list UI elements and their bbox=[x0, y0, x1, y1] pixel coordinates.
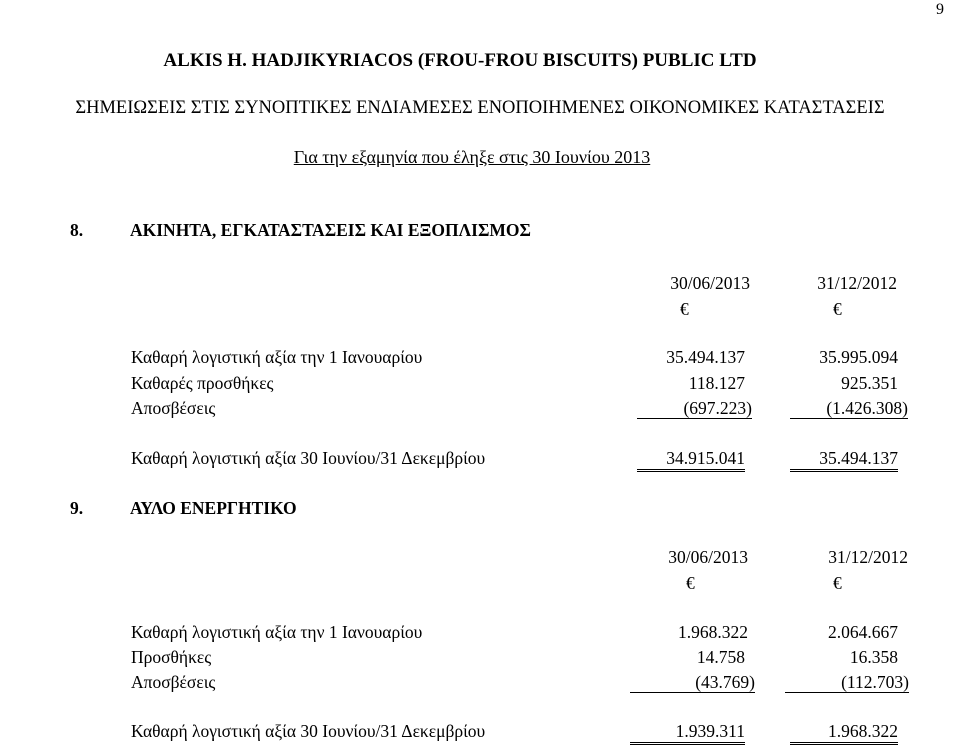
document-title: ΣΗΜΕΙΩΣΕΙΣ ΣΤΙΣ ΣΥΝΟΠΤΙΚΕΣ ΕΝΔΙΑΜΕΣΕΣ ΕΝΟΠΟΙΗΜΕΝΕΣ ΟΙΚΟΝΟΜΙΚΕΣ ΚΑΤΑΣΤΑΣΕΙΣ bbox=[75, 98, 885, 118]
section-9-title: ΑΥΛΟ ΕΝΕΡΓΗΤΙΚΟ bbox=[130, 498, 297, 518]
section-9-row-value-2013: 1.968.322 bbox=[678, 622, 748, 642]
section-8-number: 8. bbox=[70, 220, 84, 240]
section-9-number: 9. bbox=[70, 498, 84, 518]
section-8-row-label: Αποσβέσεις bbox=[131, 398, 216, 418]
section-9-total-value-2012: 1.968.322 bbox=[790, 723, 898, 745]
section-9-total-label: Καθαρή λογιστική αξία 30 Ιουνίου/31 Δεκεμβρίου bbox=[131, 721, 486, 741]
section-9-row-value-2012: 2.064.667 bbox=[828, 622, 898, 642]
section-9-row-label: Αποσβέσεις bbox=[131, 672, 216, 692]
section-8-row-label: Καθαρή λογιστική αξία την 1 Ιανουαρίου bbox=[131, 347, 423, 367]
section-9-total-value-2013: 1.939.311 bbox=[630, 723, 745, 745]
section-8-row-value-2012: (1.426.308) bbox=[790, 400, 908, 419]
section-8-total-value-2012: 35.494.137 bbox=[790, 450, 898, 472]
section-9-header-2013: 30/06/2013 bbox=[668, 547, 748, 567]
section-9-row-label: Καθαρή λογιστική αξία την 1 Ιανουαρίου bbox=[131, 622, 423, 642]
section-8-currency-2012: € bbox=[833, 299, 842, 319]
section-8-header-2013: 30/06/2013 bbox=[670, 273, 750, 293]
page-number: 9 bbox=[936, 1, 944, 18]
section-8-header-2012: 31/12/2012 bbox=[817, 273, 897, 293]
section-9-header-2012: 31/12/2012 bbox=[828, 547, 908, 567]
section-9-row-value-2013: 14.758 bbox=[696, 647, 745, 667]
section-9-row-value-2013: (43.769) bbox=[630, 674, 755, 693]
section-8-title: ΑΚΙΝΗΤΑ, ΕΓΚΑΤΑΣΤΑΣΕΙΣ ΚΑΙ ΕΞΟΠΛΙΣΜΟΣ bbox=[130, 220, 531, 240]
company-name: ALKIS H. HADJIKYRIACOS (FROU-FROU BISCUITS) PUBLIC LTD bbox=[163, 50, 757, 71]
section-8-row-value-2013: 35.494.137 bbox=[666, 347, 745, 367]
section-9-currency-2013: € bbox=[686, 573, 695, 593]
section-9-currency-2012: € bbox=[833, 573, 842, 593]
section-8-row-value-2013: (697.223) bbox=[637, 400, 752, 419]
period-subtitle: Για την εξαμηνία που έληξε στις 30 Ιουνίου 2013 bbox=[293, 147, 651, 167]
section-9-row-label: Προσθήκες bbox=[131, 647, 212, 667]
section-8-row-value-2012: 925.351 bbox=[841, 373, 898, 393]
section-8-row-value-2013: 118.127 bbox=[688, 373, 745, 393]
section-8-row-label: Καθαρές προσθήκες bbox=[131, 373, 274, 393]
section-8-row-value-2012: 35.995.094 bbox=[819, 347, 898, 367]
section-8-total-value-2013: 34.915.041 bbox=[637, 450, 745, 472]
section-9-row-value-2012: (112.703) bbox=[785, 674, 909, 693]
section-9-row-value-2012: 16.358 bbox=[849, 647, 898, 667]
section-8-currency-2013: € bbox=[680, 299, 689, 319]
section-8-total-label: Καθαρή λογιστική αξία 30 Ιουνίου/31 Δεκεμβρίου bbox=[131, 448, 486, 468]
